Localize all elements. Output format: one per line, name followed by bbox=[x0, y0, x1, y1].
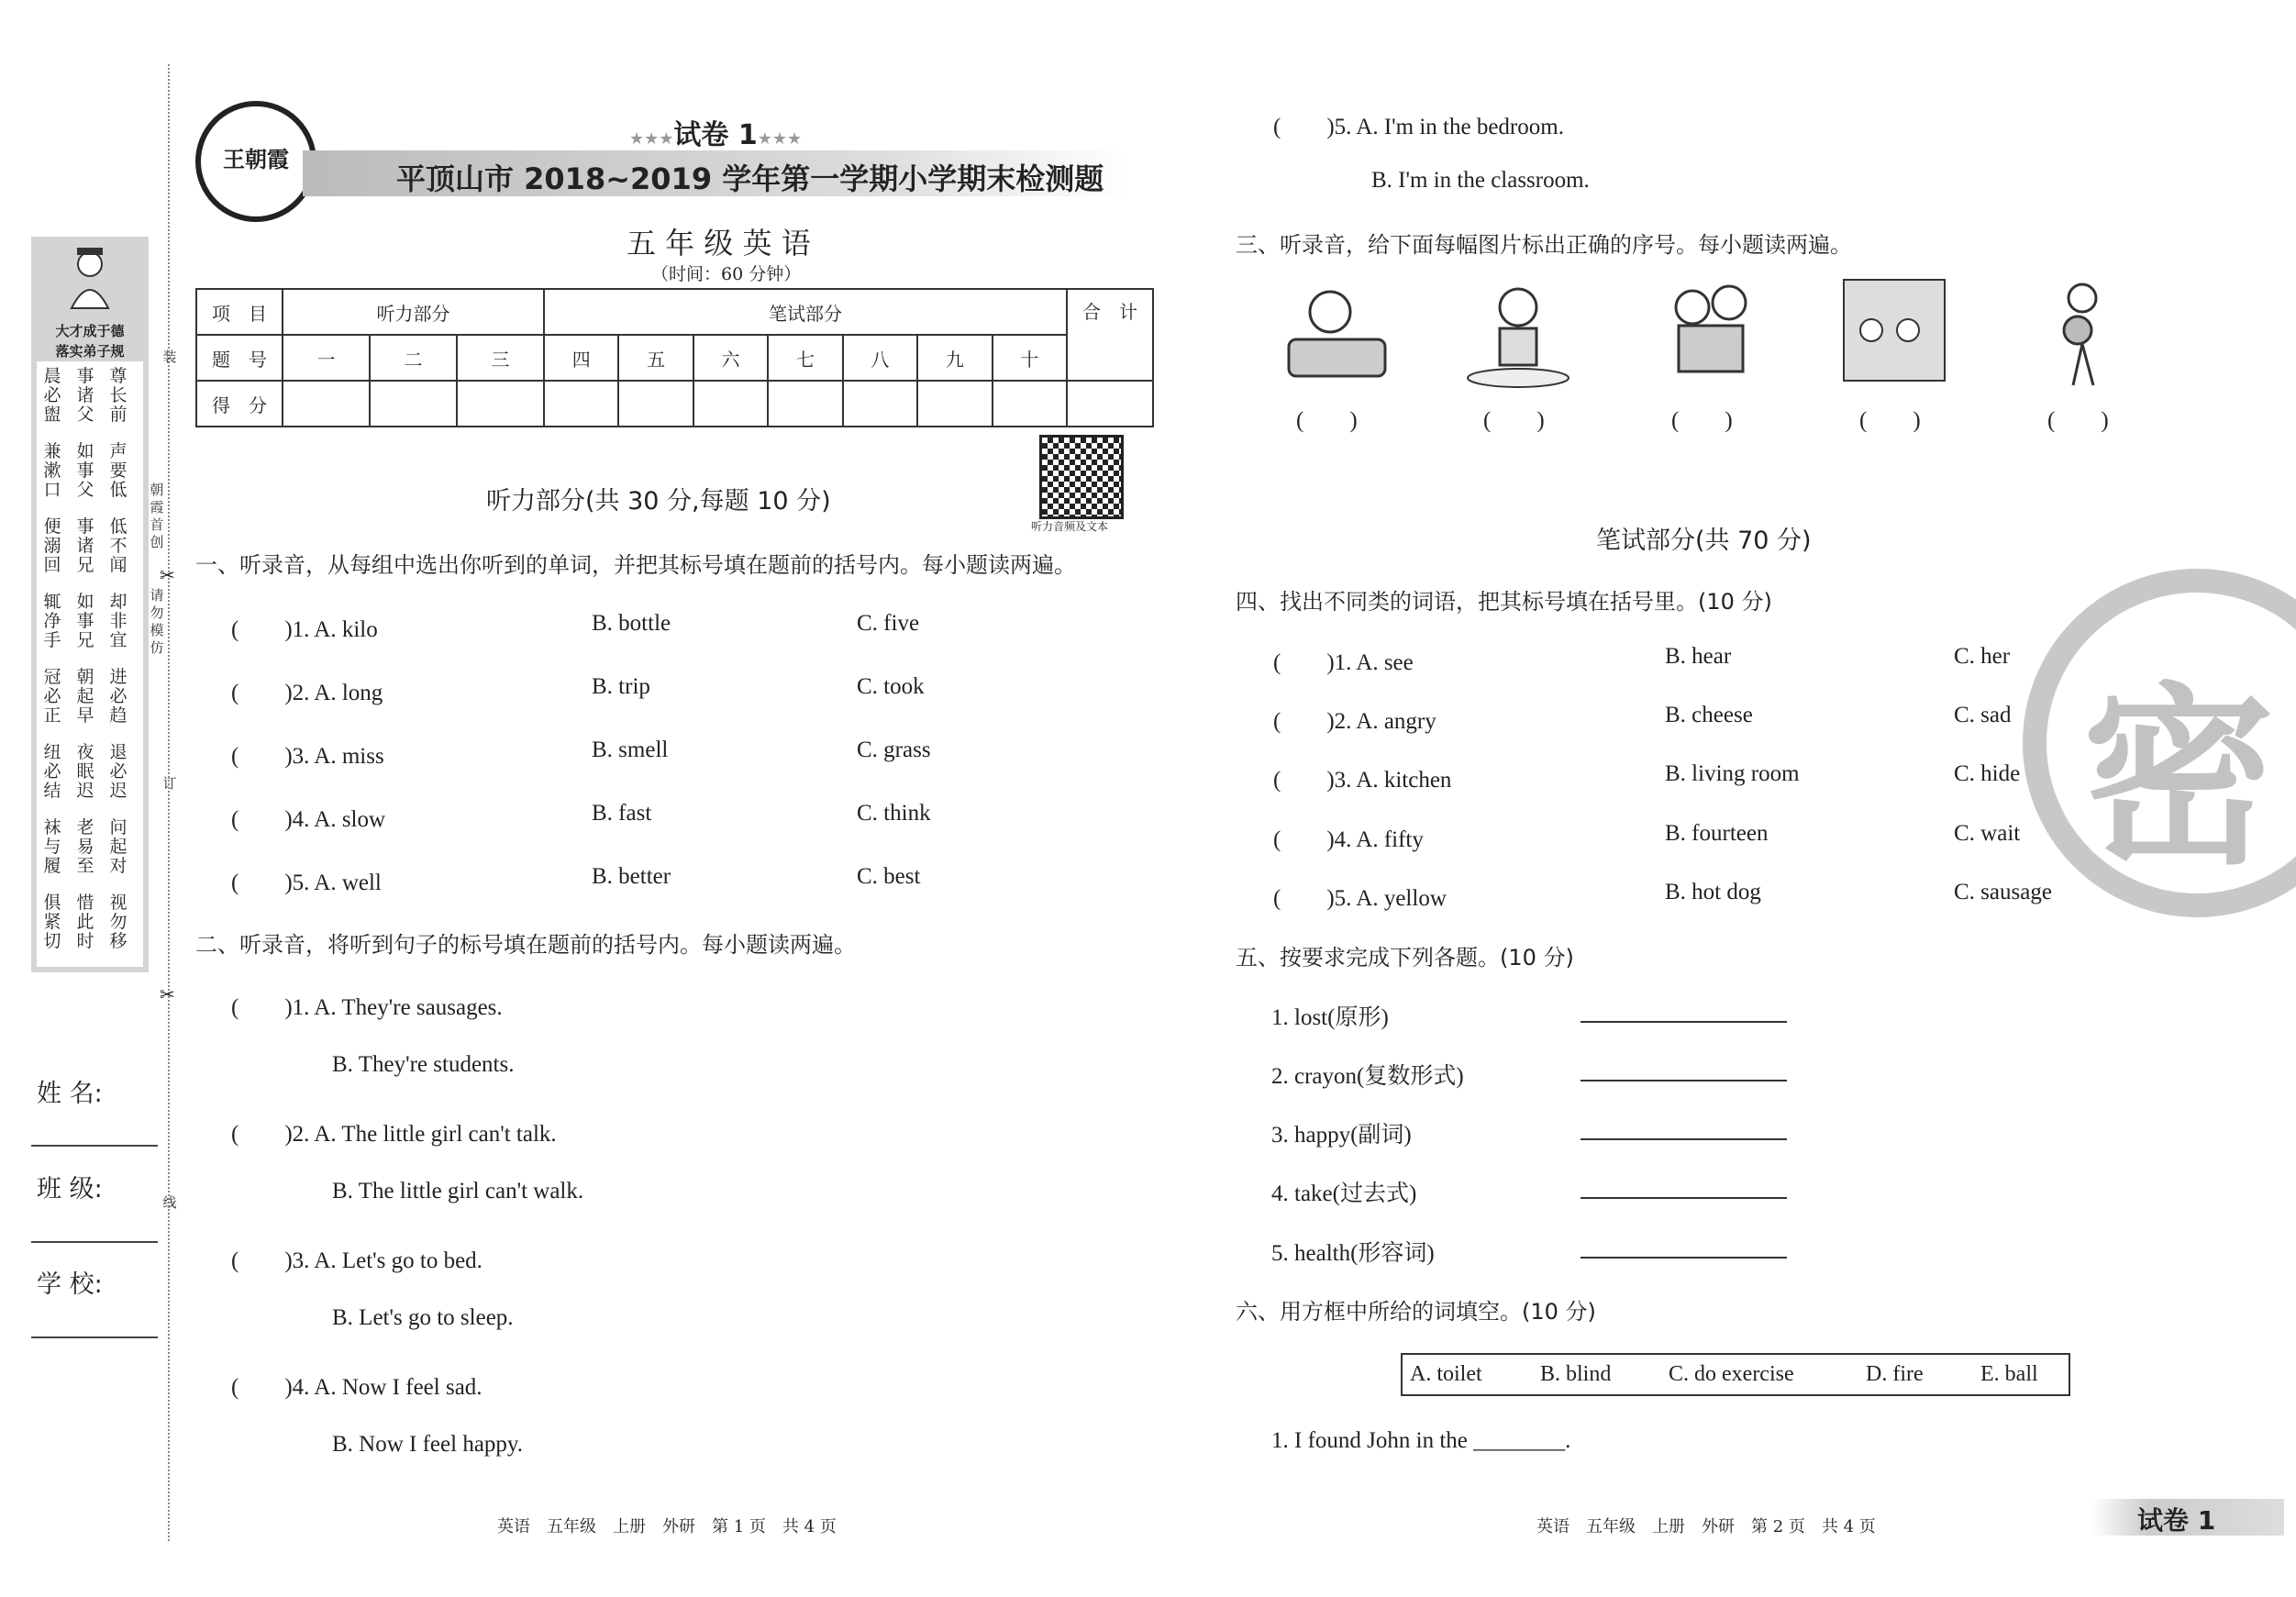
name-field[interactable] bbox=[31, 1145, 158, 1147]
scholar-figure-icon bbox=[62, 244, 117, 313]
word-box-item: E. ball bbox=[1980, 1362, 2038, 1386]
s2-q4-b: B. Now I feel happy. bbox=[332, 1432, 524, 1457]
score-cell[interactable] bbox=[768, 381, 842, 427]
s6-q1: 1. I found John in the ________. bbox=[1271, 1428, 1571, 1453]
score-cell[interactable] bbox=[843, 381, 917, 427]
s5-q4-answer-line[interactable] bbox=[1581, 1197, 1787, 1199]
poem-col: 尊 长 前 bbox=[109, 366, 128, 425]
binding-note-zhuang: 装 bbox=[162, 349, 177, 365]
s4-q1-b: B. hear bbox=[1665, 644, 1732, 669]
s1-q1-a: ( )1. A. kilo bbox=[231, 617, 378, 642]
s1-q4-a: ( )4. A. slow bbox=[231, 807, 386, 832]
s1-q2-a: ( )2. A. long bbox=[231, 681, 383, 705]
score-row-label: 题 号 bbox=[196, 335, 283, 381]
score-cell[interactable] bbox=[283, 381, 370, 427]
logo-text: 王朝霞 bbox=[223, 146, 289, 172]
score-cell[interactable] bbox=[1067, 381, 1153, 427]
discipline-sidebar bbox=[31, 237, 149, 972]
pic-bracket-2[interactable]: ( ) bbox=[1483, 408, 1545, 433]
score-header-total: 合 计 bbox=[1067, 289, 1153, 381]
poem-col: 冠 必 正 bbox=[43, 667, 61, 726]
s2-q5-a: ( )5. A. I'm in the bedroom. bbox=[1273, 115, 1564, 139]
score-row-label: 得 分 bbox=[196, 381, 283, 427]
qr-caption: 听力音频及文本 bbox=[1031, 520, 1109, 533]
s1-q1-c: C. five bbox=[857, 611, 920, 636]
poem-col: 朝 起 早 bbox=[76, 667, 94, 726]
binding-note-no-copy: 请 勿 模 仿 bbox=[150, 587, 164, 656]
s4-q4-a: ( )4. A. fifty bbox=[1273, 827, 1424, 852]
pic-bracket-3[interactable]: ( ) bbox=[1671, 408, 1733, 433]
s4-q5-a: ( )5. A. yellow bbox=[1273, 886, 1447, 911]
seal-character: 密 bbox=[2082, 666, 2276, 891]
pic-bracket-5[interactable]: ( ) bbox=[2047, 408, 2109, 433]
poem-col: 如 事 父 bbox=[76, 441, 94, 500]
s5-q5-answer-line[interactable] bbox=[1581, 1257, 1787, 1259]
s1-q4-c: C. think bbox=[857, 801, 931, 826]
poem-col: 老 易 至 bbox=[76, 817, 94, 876]
s5-q1-answer-line[interactable] bbox=[1581, 1021, 1787, 1023]
s1-q3-b: B. smell bbox=[592, 738, 669, 762]
poem-col: 如 事 兄 bbox=[76, 592, 94, 650]
s1-q5-a: ( )5. A. well bbox=[231, 871, 382, 895]
school-field[interactable] bbox=[31, 1336, 158, 1338]
s2-q1-b: B. They're students. bbox=[332, 1052, 515, 1077]
s2-q2-b: B. The little girl can't walk. bbox=[332, 1179, 584, 1203]
score-col-number: 六 bbox=[693, 335, 768, 381]
picture-two-children bbox=[1656, 275, 1766, 394]
s4-q3-b: B. living room bbox=[1665, 761, 1800, 786]
poem-col: 退 必 迟 bbox=[109, 742, 128, 801]
s4-q4-b: B. fourteen bbox=[1665, 821, 1769, 846]
poem-col: 俱 紧 切 bbox=[43, 893, 61, 951]
s1-q2-c: C. took bbox=[857, 674, 925, 699]
s2-q2-a: ( )2. A. The little girl can't talk. bbox=[231, 1122, 557, 1147]
s1-q5-b: B. better bbox=[592, 864, 671, 889]
scissors-icon: ✂ bbox=[160, 564, 175, 586]
score-col-number: 一 bbox=[283, 335, 370, 381]
section-6-instructions: 六、用方框中所给的词填空。(10 分) bbox=[1236, 1299, 1596, 1325]
score-col-number: 二 bbox=[370, 335, 457, 381]
s4-q3-a: ( )3. A. kitchen bbox=[1273, 768, 1452, 793]
qr-code-icon[interactable] bbox=[1039, 435, 1124, 519]
word-box-item: A. toilet bbox=[1410, 1362, 1482, 1386]
poem-col: 兼 漱 口 bbox=[43, 441, 61, 500]
score-header-item: 项 目 bbox=[196, 289, 283, 335]
poem-col: 视 勿 移 bbox=[109, 893, 128, 951]
s5-q2: 2. crayon(复数形式) bbox=[1271, 1064, 1464, 1089]
s5-q2-answer-line[interactable] bbox=[1581, 1080, 1787, 1081]
s2-q3-a: ( )3. A. Let's go to bed. bbox=[231, 1248, 482, 1273]
writing-title: 笔试部分(共 70 分) bbox=[1596, 527, 1812, 555]
poem-col: 进 必 趋 bbox=[109, 667, 128, 726]
sidebar-title-line1: 大才成于德 bbox=[55, 323, 125, 339]
score-cell[interactable] bbox=[544, 381, 618, 427]
poem-col: 事 诸 兄 bbox=[76, 516, 94, 575]
name-label: 姓 名: bbox=[37, 1080, 103, 1108]
s4-q4-c: C. wait bbox=[1954, 821, 2021, 846]
score-cell[interactable] bbox=[917, 381, 992, 427]
s4-q1-a: ( )1. A. see bbox=[1273, 650, 1414, 675]
s5-q4: 4. take(过去式) bbox=[1271, 1181, 1417, 1206]
listening-title: 听力部分(共 30 分,每题 10 分) bbox=[486, 487, 831, 516]
s4-q5-c: C. sausage bbox=[1954, 880, 2052, 904]
score-col-number: 七 bbox=[768, 335, 842, 381]
score-col-number: 十 bbox=[993, 335, 1067, 381]
word-box-item: B. blind bbox=[1540, 1362, 1612, 1386]
s4-q2-b: B. cheese bbox=[1665, 703, 1753, 727]
right-page-footer: 英语 五年级 上册 外研 第 2 页 共 4 页 bbox=[1536, 1517, 1876, 1536]
score-cell[interactable] bbox=[618, 381, 693, 427]
section-1-instructions: 一、听录音，从每组中选出你听到的单词，并把其标号填在题前的括号内。每小题读两遍。 bbox=[195, 552, 1076, 578]
s1-q3-a: ( )3. A. miss bbox=[231, 744, 384, 769]
score-col-number: 五 bbox=[618, 335, 693, 381]
left-page-footer: 英语 五年级 上册 外研 第 1 页 共 4 页 bbox=[497, 1517, 837, 1536]
paper-tag: ★★★试卷 1★★★ bbox=[629, 119, 803, 151]
class-field[interactable] bbox=[31, 1241, 158, 1243]
s1-q1-b: B. bottle bbox=[592, 611, 671, 636]
s2-q4-a: ( )4. A. Now I feel sad. bbox=[231, 1375, 482, 1400]
exam-time: （时间：60 分钟） bbox=[651, 264, 802, 284]
poem-col: 却 非 宜 bbox=[109, 592, 128, 650]
word-box-item: D. fire bbox=[1866, 1362, 1924, 1386]
poem-col: 事 诸 父 bbox=[76, 366, 94, 425]
poem-col: 声 要 低 bbox=[109, 441, 128, 500]
score-header-writing: 笔试部分 bbox=[544, 289, 1067, 335]
score-cell[interactable] bbox=[993, 381, 1067, 427]
poem-col: 纽 必 结 bbox=[43, 742, 61, 801]
pic-bracket-1[interactable]: ( ) bbox=[1296, 408, 1358, 433]
s4-q1-c: C. her bbox=[1954, 644, 2011, 669]
score-cell[interactable] bbox=[457, 381, 544, 427]
s2-q5-b: B. I'm in the classroom. bbox=[1371, 168, 1590, 193]
score-cell[interactable] bbox=[370, 381, 457, 427]
s5-q3: 3. happy(副词) bbox=[1271, 1123, 1412, 1148]
s4-q2-a: ( )2. A. angry bbox=[1273, 709, 1436, 734]
score-col-number: 九 bbox=[917, 335, 992, 381]
poem-col: 问 起 对 bbox=[109, 817, 128, 876]
exam-title: 平顶山市 2018~2019 学年第一学期小学期末检测题 bbox=[396, 161, 1104, 196]
binding-note-xian: 线 bbox=[162, 1194, 177, 1211]
s1-q4-b: B. fast bbox=[592, 801, 652, 826]
poem-col: 低 不 闻 bbox=[109, 516, 128, 575]
s5-q1: 1. lost(原形) bbox=[1271, 1005, 1389, 1030]
binding-dotted-line bbox=[168, 64, 170, 1541]
brand-logo bbox=[195, 101, 316, 222]
pic-bracket-4[interactable]: ( ) bbox=[1859, 408, 1921, 433]
score-col-number: 三 bbox=[457, 335, 544, 381]
picture-street-scene bbox=[1839, 275, 1949, 394]
score-header-listening: 听力部分 bbox=[283, 289, 544, 335]
s5-q3-answer-line[interactable] bbox=[1581, 1138, 1787, 1140]
poem-col: 夜 眠 迟 bbox=[76, 742, 94, 801]
poem-col: 袜 与 履 bbox=[43, 817, 61, 876]
poem-col: 晨 必 盥 bbox=[43, 366, 61, 425]
s5-q5: 5. health(形容词) bbox=[1271, 1241, 1435, 1266]
word-box bbox=[1401, 1353, 2070, 1396]
word-box-item: C. do exercise bbox=[1669, 1362, 1794, 1386]
section-2-instructions: 二、听录音，将听到句子的标号填在题前的括号内。每小题读两遍。 bbox=[195, 932, 856, 958]
score-cell[interactable] bbox=[693, 381, 768, 427]
s2-q1-a: ( )1. A. They're sausages. bbox=[231, 995, 503, 1020]
section-4-instructions: 四、找出不同类的词语，把其标号填在括号里。(10 分) bbox=[1236, 589, 1772, 615]
s2-q3-b: B. Let's go to sleep. bbox=[332, 1305, 514, 1330]
scissors-icon: ✂ bbox=[160, 983, 175, 1005]
s1-q5-c: C. best bbox=[857, 864, 921, 889]
score-col-number: 四 bbox=[544, 335, 618, 381]
poem-col: 辄 净 手 bbox=[43, 592, 61, 650]
school-label: 学 校: bbox=[37, 1270, 103, 1299]
picture-girl-with-ball bbox=[2027, 275, 2137, 394]
s1-q2-b: B. trip bbox=[592, 674, 650, 699]
poem-col: 惜 此 时 bbox=[76, 893, 94, 951]
sidebar-title-line2: 落实弟子规 bbox=[55, 343, 125, 360]
subject-title: 五 年 级 英 语 bbox=[627, 226, 811, 261]
s4-q5-b: B. hot dog bbox=[1665, 880, 1761, 904]
poem-col: 便 溺 回 bbox=[43, 516, 61, 575]
score-table bbox=[195, 288, 1154, 427]
poem-panel bbox=[37, 361, 143, 967]
picture-boy-at-table bbox=[1463, 275, 1573, 394]
section-3-instructions: 三、听录音，给下面每幅图片标出正确的序号。每小题读两遍。 bbox=[1236, 232, 1852, 258]
picture-boy-in-bed bbox=[1280, 275, 1390, 394]
class-label: 班 级: bbox=[37, 1175, 103, 1203]
score-col-number: 八 bbox=[843, 335, 917, 381]
binding-note-original: 朝 霞 首 创 bbox=[150, 482, 164, 550]
s4-q2-c: C. sad bbox=[1954, 703, 2012, 727]
corner-paper-tag: 试卷 1 bbox=[2137, 1505, 2216, 1536]
binding-note-ding: 订 bbox=[162, 775, 177, 792]
section-5-instructions: 五、按要求完成下列各题。(10 分) bbox=[1236, 945, 1574, 970]
s4-q3-c: C. hide bbox=[1954, 761, 2021, 786]
s1-q3-c: C. grass bbox=[857, 738, 931, 762]
